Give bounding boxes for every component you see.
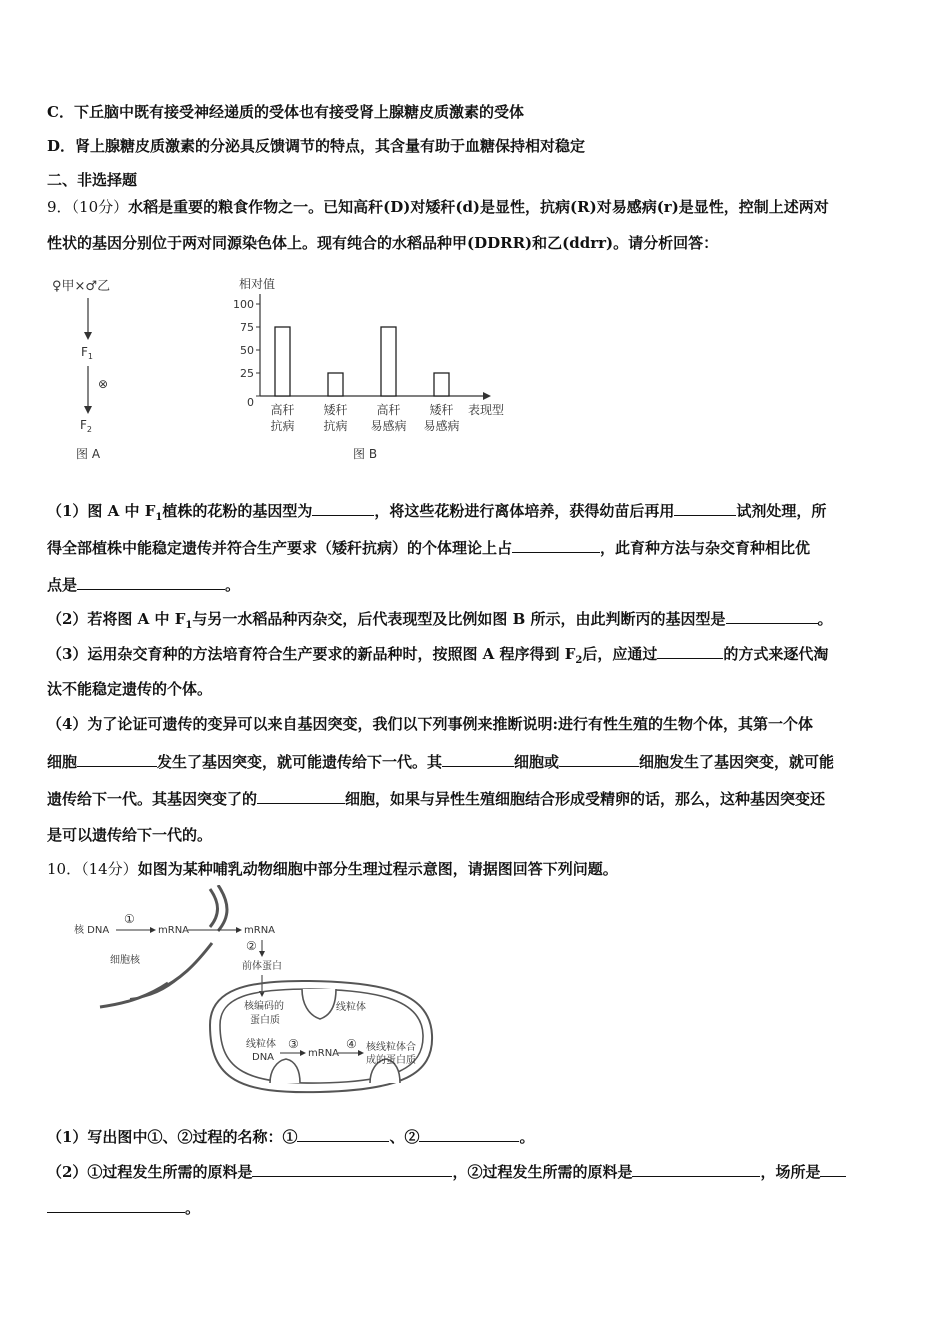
label-mrna-1: mRNA <box>158 925 190 936</box>
label-product-protein-line2: 成的蛋白质 <box>366 1055 416 1066</box>
figa-caption: 图 A <box>76 447 101 461</box>
bar-3 <box>434 373 449 396</box>
bar-2 <box>381 327 396 396</box>
q9-part4-line4: 是可以遗传给下一代的。 <box>47 826 213 844</box>
figa-cross: ♀甲×♂乙 <box>52 279 111 294</box>
q9-number: 9．（10分） <box>47 198 129 216</box>
q9-part3-line2: 汰不能稳定遗传的个体。 <box>47 680 213 698</box>
q9-part1-line1: （1）图 A 中 $F_1$植株的花粉的基因型为 ，将这些花粉进行离体培养，获得幼苗后再用 试剂处理，所 <box>47 499 826 529</box>
q9-part1-line3: 点是 。 <box>47 573 240 596</box>
x-label-line1: 高秆 <box>376 403 401 417</box>
q10-part1: （1）写出图中①、②过程的名称：① 、② 。 <box>47 1125 534 1148</box>
figure-b-chart <box>225 272 525 467</box>
y-tick-label: 50 <box>240 344 254 357</box>
chart-title: 图 B <box>353 447 378 461</box>
answer-blank[interactable] <box>512 536 600 553</box>
bar-1 <box>328 373 343 396</box>
y-tick-label: 75 <box>240 321 254 334</box>
q9-part4-line3: 遗传给下一代。其基因突变了的 细胞，如果与异性生殖细胞结合形成受精卵的话，那么，这种基因突变还 <box>47 787 825 810</box>
q10-intro: 10．（14分）如图为某种哺乳动物细胞中部分生理过程示意图，请据图回答下列问题。 <box>47 860 618 878</box>
x-label-line2: 抗病 <box>270 419 295 433</box>
answer-blank[interactable] <box>47 1196 185 1213</box>
answer-blank[interactable] <box>657 642 723 659</box>
answer-blank[interactable] <box>820 1160 846 1177</box>
answer-blank[interactable] <box>252 1160 452 1177</box>
label-dna: DNA <box>252 1052 275 1063</box>
figa-f2: $F_2$ <box>80 418 92 434</box>
q9-part4-line1: （4）为了论证可遗传的变异可以来自基因突变，我们以下列事例来推断说明:进行有性生殖的生物个体，其第一个体 <box>47 715 813 733</box>
answer-blank[interactable] <box>77 750 157 767</box>
chart-ylabel: 相对值 <box>239 277 276 291</box>
q10-part2-line1: （2）①过程发生所需的原料是 ，②过程发生所需的原料是 ，场所是 <box>47 1160 846 1183</box>
q8-option-c: C．下丘脑中既有接受神经递质的受体也有接受肾上腺糖皮质激素的受体 <box>47 103 524 121</box>
answer-blank[interactable] <box>312 499 374 516</box>
answer-blank[interactable] <box>419 1125 519 1142</box>
answer-blank[interactable] <box>559 750 639 767</box>
label-product-protein: 核线粒体合 <box>366 1042 416 1053</box>
section-heading: 二、非选择题 <box>47 171 138 189</box>
label-nuclear-dna: 核 DNA <box>74 925 110 936</box>
answer-blank[interactable] <box>442 750 514 767</box>
x-label-line1: 矮秆 <box>429 403 454 417</box>
q10-number: 10．（14分） <box>47 860 138 878</box>
step-2: ② <box>246 939 257 953</box>
x-label-line2: 易感病 <box>370 419 407 433</box>
q9-part2: （2）若将图 A 中 $F_1$与另一水稻品种丙杂交，后代表现型及比例如图 B 所示，由此判断丙的基因型是 。 <box>47 607 833 637</box>
step-4: ④ <box>346 1037 357 1051</box>
answer-blank[interactable] <box>297 1125 389 1142</box>
label-mrna-3: mRNA <box>308 1048 340 1059</box>
y-tick-label: 25 <box>240 367 254 380</box>
cell-process-diagram <box>70 885 450 1110</box>
x-label-line1: 高秆 <box>270 403 295 417</box>
label-protein: 蛋白质 <box>250 1015 280 1026</box>
figa-f1: $F_1$ <box>81 345 93 361</box>
label-mitochondrion: 线粒体 <box>336 1002 366 1013</box>
answer-blank[interactable] <box>77 573 225 590</box>
chart-xlabel: 表现型 <box>468 403 505 417</box>
figure-a <box>48 270 168 470</box>
q9-intro-line2: 性状的基因分别位于两对同源染色体上。现有纯合的水稻品种甲(DDRR)和乙(ddrr)。请分析回答： <box>47 234 719 252</box>
q9-part1-line2: 得全部植株中能稳定遗传并符合生产要求（矮秆抗病）的个体理论上占 ，此育种方法与杂交育种相比优 <box>47 536 810 559</box>
answer-blank[interactable] <box>674 499 736 516</box>
x-label-line2: 易感病 <box>423 419 460 433</box>
x-label-line2: 抗病 <box>323 419 348 433</box>
step-3: ③ <box>288 1037 299 1051</box>
label-mito-dna: 线粒体 <box>246 1039 276 1050</box>
y-tick-label: 0 <box>247 396 254 409</box>
answer-blank[interactable] <box>257 787 345 804</box>
q9-part4-line2: 细胞 发生了基因突变，就可能遗传给下一代。其 细胞或 细胞发生了基因突变，就可能 <box>47 750 834 773</box>
label-mrna-2: mRNA <box>244 925 276 936</box>
bar-0 <box>275 327 290 396</box>
q9-part3-line1: （3）运用杂交育种的方法培育符合生产要求的新品种时，按照图 A 程序得到 $F_2$后，应通过 的方式来逐代淘 <box>47 642 828 672</box>
label-precursor-protein: 前体蛋白 <box>242 961 282 972</box>
answer-blank[interactable] <box>632 1160 760 1177</box>
figa-selfing: ⊗ <box>98 377 109 391</box>
q10-part2-line2: 。 <box>47 1196 200 1219</box>
label-nucleus: 细胞核 <box>110 955 140 966</box>
q8-option-d: D．肾上腺糖皮质激素的分泌具反馈调节的特点，其含量有助于血糖保持相对稳定 <box>47 137 586 155</box>
q9-intro-line1: 9．（10分）水稻是重要的粮食作物之一。已知高秆(D)对矮秆(d)是显性，抗病(R)对易感病(r)是显性，控制上述两对 <box>47 198 829 216</box>
x-label-line1: 矮秆 <box>323 403 348 417</box>
step-1: ① <box>124 912 135 926</box>
label-nuclear-encoded-protein: 核编码的 <box>244 1001 284 1012</box>
answer-blank[interactable] <box>726 607 818 624</box>
y-tick-label: 100 <box>233 298 254 311</box>
